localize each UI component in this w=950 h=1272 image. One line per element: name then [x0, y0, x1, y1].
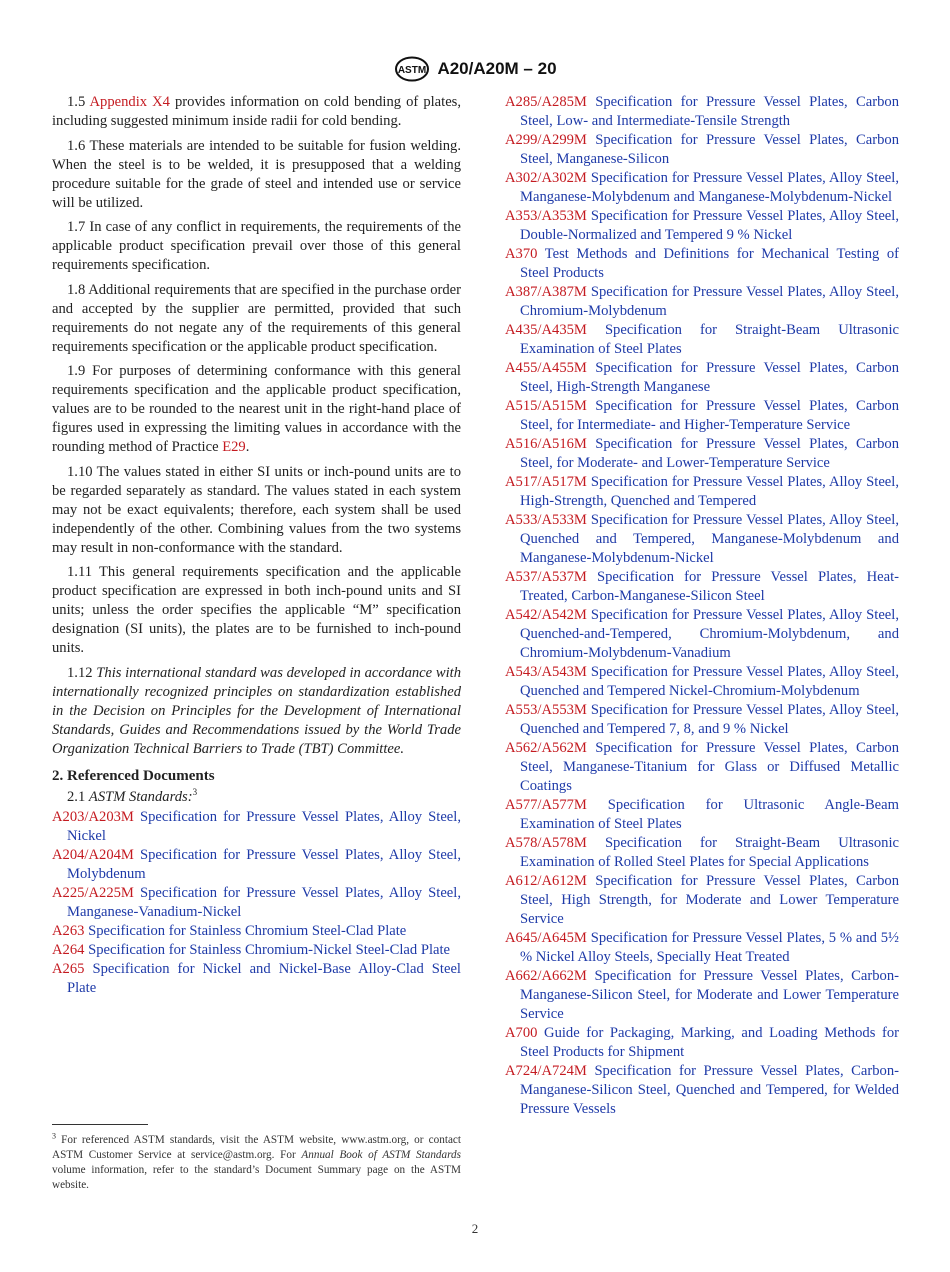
reference-entry — [505, 397, 899, 435]
reference-code-link[interactable]: A662/A662M — [505, 968, 587, 984]
reference-title-link[interactable]: Specification for Ultrasonic Angle-Beam Examination of Steel Plates — [520, 797, 899, 832]
reference-entry — [52, 808, 461, 846]
reference-code-link[interactable]: A724/A724M — [505, 1063, 587, 1079]
reference-entry — [505, 739, 899, 796]
subsection-astm-standards: 2.1 ASTM Standards:$^3$ — [67, 786, 198, 805]
reference-title-link[interactable]: Specification for Nickel and Nickel-Base Alloy-Clad Steel Plate — [67, 960, 461, 996]
reference-entry — [505, 321, 899, 359]
paragraph-1-7: 1.7 In case of any conflict in requirements, the requirements of the applicable product specification prevail over those of this general requirements specification. — [52, 219, 461, 273]
reference-title-link[interactable]: Specification for Pressure Vessel Plates, Alloy Steel, Chromium-Molybdenum — [520, 284, 899, 319]
reference-code-link[interactable]: A353/A353M — [505, 208, 587, 224]
document-designation: A20/A20M – 20 — [437, 59, 557, 78]
reference-entry — [52, 884, 461, 922]
footnote-divider — [52, 1124, 148, 1125]
reference-title-link[interactable]: Specification for Stainless Chromium Steel-Clad Plate — [88, 922, 407, 939]
reference-entry — [505, 663, 899, 701]
reference-entry — [505, 283, 899, 321]
reference-code-link[interactable]: A543/A543M — [505, 664, 587, 680]
reference-code-link[interactable]: A578/A578M — [505, 835, 587, 851]
reference-title-link[interactable]: Specification for Straight-Beam Ultrasonic Examination of Rolled Steel Plates for Special Applications — [520, 835, 899, 870]
reference-title-link[interactable]: Guide for Packaging, Marking, and Loading Methods for Steel Products for Shipment — [520, 1025, 899, 1060]
reference-title-link[interactable]: Specification for Pressure Vessel Plates, Carbon Steel, High Strength, for Moderate and Lower Temperature Service — [520, 873, 899, 927]
reference-title-link[interactable]: Specification for Stainless Chromium-Nickel Steel-Clad Plate — [88, 941, 451, 958]
astm-logo-icon — [393, 56, 431, 82]
reference-title-link[interactable]: Specification for Pressure Vessel Plates, Carbon Steel, Manganese-Titanium for Glass or Diffused Metallic Coatings — [520, 740, 899, 794]
reference-entry — [52, 960, 461, 998]
reference-entry — [505, 796, 899, 834]
reference-code-link[interactable]: A264 — [52, 941, 85, 958]
reference-entry — [505, 1062, 899, 1119]
reference-entry — [505, 834, 899, 872]
reference-title-link[interactable]: Specification for Pressure Vessel Plates, Heat-Treated, Carbon-Manganese-Silicon Steel — [520, 569, 899, 604]
reference-code-link[interactable]: A370 — [505, 246, 538, 262]
reference-entry — [505, 169, 899, 207]
reference-code-link[interactable]: A542/A542M — [505, 607, 587, 623]
page-header — [0, 56, 950, 82]
reference-entry — [505, 967, 899, 1024]
reference-title-link[interactable]: Specification for Pressure Vessel Plates, Carbon Steel, Low- and Intermediate-Tensile Strength — [520, 94, 899, 129]
reference-code-link[interactable]: A577/A577M — [505, 797, 587, 813]
reference-title-link[interactable]: Specification for Pressure Vessel Plates, Alloy Steel, Manganese-Molybdenum and Manganese-Molybdenum-Nickel — [520, 170, 899, 205]
right-column — [505, 93, 899, 1119]
footnote: $^3$ For referenced ASTM standards, visit the ASTM website, www.astm.org, or contact ASTM Customer Service at service@astm.org. For Annual Book of ASTM Standards volume information, refer to the standard’s Document Summary page on the ASTM website. — [52, 1131, 461, 1191]
reference-code-link[interactable]: A516/A516M — [505, 436, 587, 452]
reference-entry — [505, 435, 899, 473]
reference-code-link[interactable]: A455/A455M — [505, 360, 587, 376]
reference-title-link[interactable]: Specification for Pressure Vessel Plates, Alloy Steel, Quenched and Tempered 7, 8, and 9 % Nickel — [520, 702, 899, 737]
reference-code-link[interactable]: A612/A612M — [505, 873, 587, 889]
reference-entry — [505, 359, 899, 397]
reference-title-link[interactable]: Test Methods and Definitions for Mechanical Testing of Steel Products — [520, 246, 899, 281]
paragraph-1-6: 1.6 These materials are intended to be suitable for fusion welding. When the steel is to be welded, it is presupposed that a welding procedure suitable for the grade of steel and intended use or service will be utilized. — [52, 137, 461, 211]
reference-code-link[interactable]: A265 — [52, 960, 85, 977]
appendix-x4-link[interactable]: Appendix X4 — [89, 94, 170, 110]
reference-code-link[interactable]: A562/A562M — [505, 740, 587, 756]
reference-entry — [505, 511, 899, 568]
paragraph-1-12: 1.12 This international standard was developed in accordance with internationally recognized principles on standardization established in the Decision on Principles for the Development of International Standards, Guides and Recommendations issued by the World Trade Organization Technical Barriers to Trade (TBT) Committee. — [52, 664, 461, 757]
reference-code-link[interactable]: A285/A285M — [505, 94, 587, 110]
footnote-number: 3 — [52, 1131, 56, 1141]
reference-title-link[interactable]: Specification for Pressure Vessel Plates, Alloy Steel, Quenched and Tempered, Manganese-Molybdenum and Manganese-Molybdenum-Nickel — [520, 512, 899, 566]
left-column — [52, 93, 461, 998]
reference-entry — [505, 245, 899, 283]
reference-entry — [52, 846, 461, 884]
reference-entry — [505, 701, 899, 739]
section-heading-referenced-documents: 2. Referenced Documents — [52, 767, 215, 784]
reference-title-link[interactable]: Specification for Pressure Vessel Plates, Alloy Steel, Nickel — [67, 808, 461, 844]
reference-title-link[interactable]: Specification for Pressure Vessel Plates, Carbon Steel, Manganese-Silicon — [520, 132, 899, 167]
reference-title-link[interactable]: Specification for Pressure Vessel Plates, Alloy Steel, High-Strength, Quenched and Tempered — [520, 474, 899, 509]
practice-e29-link[interactable]: E29 — [222, 439, 246, 455]
reference-title-link[interactable]: Specification for Pressure Vessel Plates, Alloy Steel, Quenched and Tempered Nickel-Chromium-Molybdenum — [520, 664, 899, 699]
page-number: 2 — [471, 1221, 479, 1236]
reference-code-link[interactable]: A700 — [505, 1025, 538, 1041]
reference-entry — [505, 93, 899, 131]
reference-entry — [52, 922, 461, 941]
reference-code-link[interactable]: A204/A204M — [52, 846, 134, 863]
reference-title-link[interactable]: Specification for Pressure Vessel Plates, 5 % and 5½ % Nickel Alloy Steels, Specially Heat Treated — [520, 930, 899, 965]
reference-entry — [505, 568, 899, 606]
reference-entry — [505, 606, 899, 663]
reference-title-link[interactable]: Specification for Pressure Vessel Plates, Alloy Steel, Manganese-Vanadium-Nickel — [67, 884, 461, 920]
reference-title-link[interactable]: Specification for Pressure Vessel Plates, Carbon Steel, for Moderate- and Lower-Temperature Service — [520, 436, 899, 471]
reference-entry — [505, 929, 899, 967]
paragraph-1-8: 1.8 Additional requirements that are specified in the purchase order and accepted by the supplier are permitted, provided that such requirements do not negate any of the requirements of this general requirements specification or the applicable product specification. — [52, 281, 461, 355]
paragraph-1-5: 1.5 Appendix X4 provides information on cold bending of plates, including suggested minimum inside radii for cold bending. — [52, 94, 462, 129]
reference-code-link[interactable]: A225/A225M — [52, 884, 134, 901]
paragraph-1-11: 1.11 This general requirements specification and the applicable product specification are expressed in both inch-pound units and SI units; unless the order specifies the applicable “M” specification designation (SI units), the plates are to be furnished to inch-pound units. — [52, 564, 461, 656]
reference-code-link[interactable]: A387/A387M — [505, 284, 587, 300]
reference-entry — [505, 473, 899, 511]
reference-title-link[interactable]: Specification for Pressure Vessel Plates, Carbon Steel, for Intermediate- and Higher-Temperature Service — [520, 398, 899, 433]
reference-title-link[interactable]: Specification for Pressure Vessel Plates, Alloy Steel, Molybdenum — [67, 846, 461, 882]
reference-entry — [505, 872, 899, 929]
reference-entry — [52, 941, 461, 960]
svg-text:ASTM: ASTM — [398, 65, 427, 76]
paragraph-1-10: 1.10 The values stated in either SI units or inch-pound units are to be regarded separately as standard. The values stated in each system may not be exact equivalents; therefore, each system shall be used independently of the other. Combining values from the two systems may result in non-conformance with the standard. — [52, 463, 461, 556]
reference-code-link[interactable]: A515/A515M — [505, 398, 587, 414]
reference-title-link[interactable]: Specification for Pressure Vessel Plates, Carbon-Manganese-Silicon Steel, for Moderate and Lower Temperature Service — [520, 968, 899, 1022]
reference-title-link[interactable]: Specification for Pressure Vessel Plates, Carbon-Manganese-Silicon Steel, Quenched and Tempered, for Welded Pressure Vessels — [520, 1063, 899, 1117]
reference-entry — [505, 207, 899, 245]
reference-title-link[interactable]: Specification for Straight-Beam Ultrasonic Examination of Steel Plates — [520, 322, 899, 357]
reference-code-link[interactable]: A553/A553M — [505, 702, 587, 718]
reference-title-link[interactable]: Specification for Pressure Vessel Plates, Alloy Steel, Quenched-and-Tempered, Chromium-Molybdenum, and Chromium-Molybdenum-Vanadium — [520, 607, 899, 661]
reference-code-link[interactable]: A517/A517M — [505, 474, 587, 490]
paragraph-1-9: 1.9 For purposes of determining conformance with this general requirements specification and the applicable product specification, values are to be rounded to the nearest unit in the right-hand place of figures used in expressing the limiting values in accordance with the rounding method of Practice E29. — [52, 363, 461, 455]
reference-code-link[interactable]: A263 — [52, 922, 85, 939]
reference-code-link[interactable]: A537/A537M — [505, 569, 587, 585]
reference-code-link[interactable]: A645/A645M — [505, 930, 587, 946]
reference-code-link[interactable]: A435/A435M — [505, 322, 587, 338]
reference-entry — [505, 131, 899, 169]
reference-entry — [505, 1024, 899, 1062]
reference-code-link[interactable]: A533/A533M — [505, 512, 587, 528]
reference-title-link[interactable]: Specification for Pressure Vessel Plates, Carbon Steel, High-Strength Manganese — [520, 360, 899, 395]
footnote-mark[interactable]: 3 — [192, 786, 198, 797]
reference-code-link[interactable]: A299/A299M — [505, 132, 587, 148]
reference-code-link[interactable]: A203/A203M — [52, 808, 134, 825]
reference-code-link[interactable]: A302/A302M — [505, 170, 587, 186]
reference-title-link[interactable]: Specification for Pressure Vessel Plates, Alloy Steel, Double-Normalized and Tempered 9 % Nickel — [520, 208, 899, 243]
